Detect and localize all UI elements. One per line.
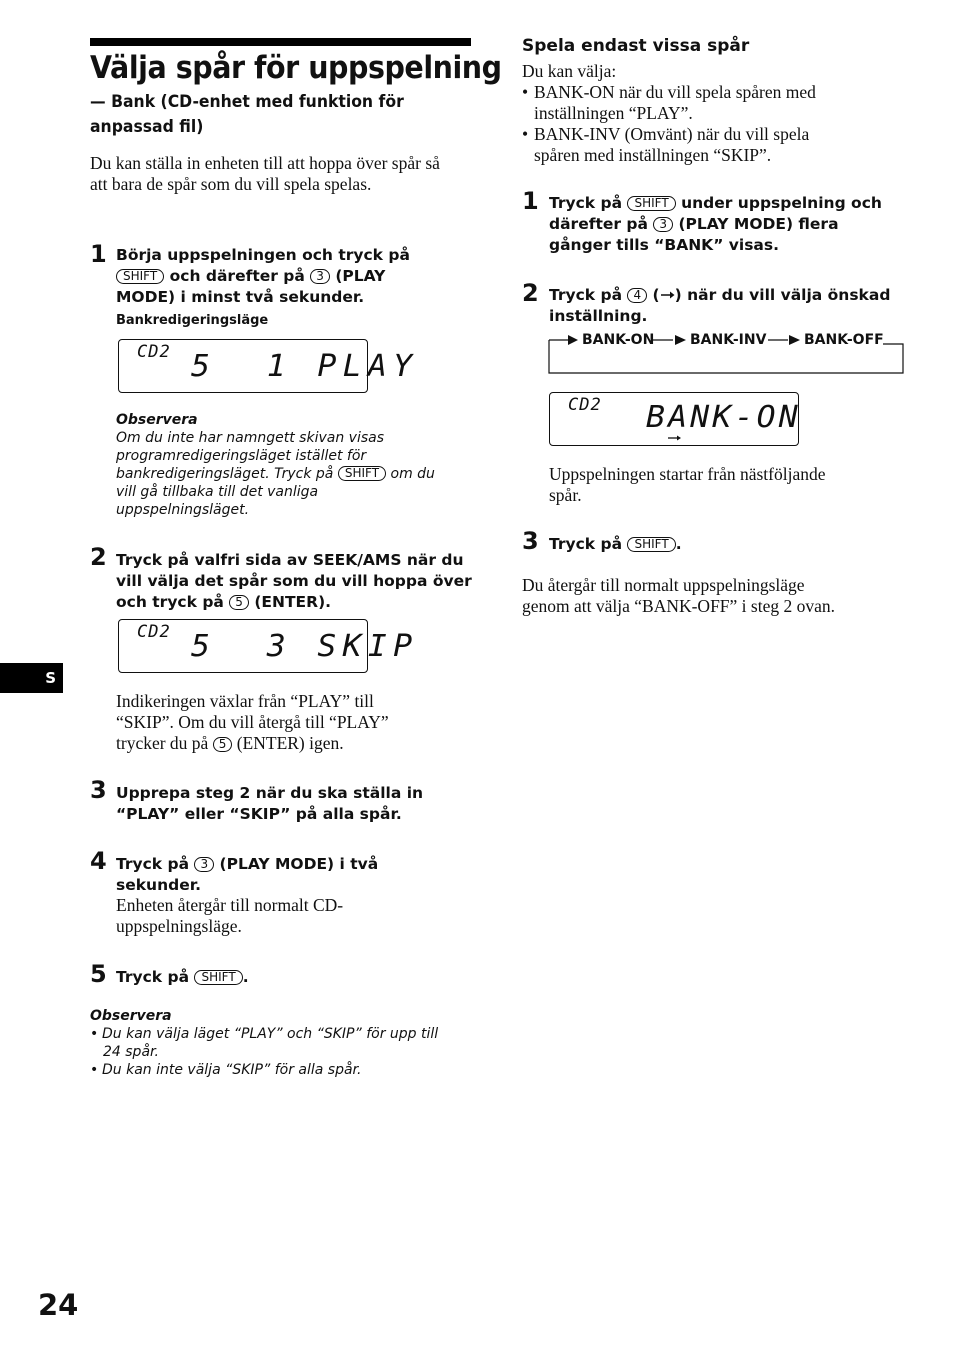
text-a: Tryck på — [549, 286, 623, 304]
step-2-number: 2 — [90, 543, 107, 571]
text-a: Tryck på — [549, 535, 623, 553]
para-line: Du återgår till normalt uppspelningsläge — [522, 575, 805, 595]
right-step-2-instruction — [549, 285, 929, 327]
lcd-disc-indicator: CD2 — [137, 622, 171, 642]
step-4-line-1 — [116, 854, 476, 875]
right-step-3-instruction — [549, 534, 682, 555]
step-1-instruction — [116, 245, 476, 308]
paren: ( — [652, 286, 660, 304]
para-line: spår. — [549, 485, 582, 505]
step-2-instruction — [116, 550, 486, 613]
arrow-icon — [789, 335, 800, 345]
step-3-line-2: “PLAY” eller “SKIP” på alla spår. — [116, 805, 402, 823]
step-4-explanation — [116, 895, 476, 937]
right-step-3-number: 3 — [522, 527, 539, 555]
option-bullet-2 — [522, 124, 902, 145]
note-line: Om du inte har namngett skivan visas — [116, 430, 385, 446]
step-5-period: . — [242, 968, 249, 986]
note-bullet-2 — [90, 1061, 480, 1079]
page-title: Välja spår för uppspelning — [90, 50, 502, 86]
key-5: 5 — [229, 595, 249, 610]
step-5-text: Tryck på — [116, 968, 190, 986]
text-c: ) när du vill välja önskad — [674, 286, 891, 304]
intro-paragraph: Du kan ställa in enheten till att hoppa över spår så att bara de spår som du vill spela spelas. — [90, 153, 440, 194]
key-4: 4 — [627, 288, 647, 303]
step-3-number: 3 — [90, 776, 107, 804]
lcd-arrow-icon — [668, 435, 682, 441]
shift-key: SHIFT — [338, 466, 386, 481]
intro-line: Du kan välja: — [522, 61, 617, 81]
option-text-cont: inställningen “PLAY”. — [534, 103, 693, 123]
option-text-cont: spåren med inställningen “SKIP”. — [534, 145, 772, 165]
shift-key: SHIFT — [194, 970, 242, 985]
step-3-instruction — [116, 783, 476, 825]
note-line: programredigeringsläget istället för — [116, 448, 367, 464]
flow-item-bank-on: BANK-ON — [582, 332, 655, 348]
para-line: Indikeringen växlar från “PLAY” till — [116, 691, 374, 711]
para-line: “SKIP”. Om du vill återgå till “PLAY” — [116, 712, 389, 732]
option-bullet-1 — [522, 82, 902, 103]
language-tab-label: S — [45, 669, 56, 687]
step-2-line-2: vill välja det spår som du vill hoppa över — [116, 572, 472, 590]
note-title: Observera — [116, 412, 198, 428]
step-1-number: 1 — [90, 240, 107, 268]
key-3: 3 — [194, 857, 214, 872]
language-tab — [0, 663, 63, 693]
flow-item-bank-off: BANK-OFF — [804, 332, 884, 348]
right-step-2-explanation — [549, 464, 909, 506]
note-line: vill gå tillbaka till det vanliga — [116, 484, 319, 500]
page-number: 24 — [38, 1288, 79, 1322]
note-line: uppspelningsläget. — [116, 502, 250, 518]
page-subtitle: — Bank (CD-enhet med funktion för anpassad fil) — [90, 92, 404, 137]
step-3-line-1: Upprepa steg 2 när du ska ställa in — [116, 784, 424, 802]
title-rule — [90, 38, 471, 46]
note-bullet-text: Du kan välja läget “PLAY” och “SKIP” för upp till — [102, 1026, 439, 1042]
step-2-text-a: och tryck på — [116, 593, 224, 611]
flow-item-bank-inv: BANK-INV — [690, 332, 767, 348]
step-5-instruction — [116, 967, 249, 988]
step-1-text-b: (PLAY — [335, 267, 386, 285]
text-b: under uppspelning och — [681, 194, 882, 212]
line: inställning. — [549, 307, 648, 325]
para-line: uppspelningsläge. — [116, 916, 242, 936]
bullet: • — [90, 1062, 99, 1078]
step-2-explanation — [116, 691, 476, 754]
right-step-2-number: 2 — [522, 279, 539, 307]
step-2-text-b: (ENTER). — [254, 593, 332, 611]
lcd-display-step1 — [118, 339, 419, 393]
right-arrow-icon — [660, 290, 675, 300]
step-1-line-1: Börja uppspelningen och tryck på — [116, 246, 410, 264]
period: . — [675, 535, 682, 553]
lcd-main-text: 5 3 SKIP — [191, 629, 419, 664]
text-a: därefter på — [549, 215, 648, 233]
right-step-1-instruction — [549, 193, 929, 256]
note-bullet-text: Du kan inte välja “SKIP” för alla spår. — [102, 1062, 362, 1078]
lcd-display-step2 — [118, 619, 419, 673]
step-4-line-2: sekunder. — [116, 876, 202, 894]
note-2 — [90, 1007, 480, 1079]
note-line — [116, 465, 476, 483]
step-1-text: och därefter på — [169, 267, 305, 285]
display-caption: Bankredigeringsläge — [116, 313, 269, 328]
step-2-line-3 — [116, 592, 486, 613]
lcd-disc-indicator: CD2 — [137, 342, 171, 362]
note-text-b: om du — [390, 466, 435, 482]
right-step-1-number: 1 — [522, 187, 539, 215]
arrow-icon — [675, 335, 686, 345]
step-4-text-a: Tryck på — [116, 855, 190, 873]
para-line: Enheten återgår till normalt CD- — [116, 895, 344, 915]
option-text: BANK-ON när du vill spela spåren med — [534, 82, 816, 102]
text-a: Tryck på — [549, 194, 623, 212]
step-4-instruction — [116, 854, 476, 896]
line: gånger tills “BANK” visas. — [549, 236, 779, 254]
bullet: • — [522, 124, 529, 144]
shift-key: SHIFT — [627, 537, 675, 552]
arrow-icon — [568, 335, 578, 345]
lcd-main-text: 5 1 PLAY — [191, 349, 419, 384]
note-1 — [116, 411, 476, 519]
shift-key: SHIFT — [627, 196, 675, 211]
para-text-b: (ENTER) igen. — [236, 733, 344, 753]
text-b: (PLAY MODE) flera — [678, 215, 839, 233]
lcd-display-bank — [549, 392, 799, 446]
note-text-a: bankredigeringsläget. Tryck på — [116, 466, 334, 482]
key-3: 3 — [310, 269, 330, 284]
section-heading: Spela endast vissa spår — [522, 36, 750, 56]
option-text: BANK-INV (Omvänt) när du vill spela — [534, 124, 810, 144]
step-1-line-2 — [116, 266, 476, 287]
note-title: Observera — [90, 1008, 172, 1024]
line — [549, 285, 929, 306]
step-2-line-1: Tryck på valfri sida av SEEK/AMS när du — [116, 551, 464, 569]
para-text-a: trycker du på — [116, 733, 209, 753]
right-intro — [522, 61, 902, 166]
step-4-number: 4 — [90, 847, 107, 875]
lcd-main-text: BANK-ON — [646, 400, 801, 435]
bullet: • — [522, 82, 529, 102]
note-bullet-1 — [90, 1025, 480, 1043]
para-line: Uppspelningen startar från nästföljande — [549, 464, 826, 484]
lcd-disc-indicator: CD2 — [568, 395, 602, 415]
para-line: genom att välja “BANK-OFF” i steg 2 ovan. — [522, 596, 836, 616]
step-4-text-b: (PLAY MODE) i två — [219, 855, 379, 873]
line — [549, 193, 929, 214]
key-5: 5 — [213, 737, 233, 752]
line — [549, 214, 929, 235]
key-3: 3 — [653, 217, 673, 232]
step-5-number: 5 — [90, 960, 107, 988]
bullet: • — [90, 1026, 99, 1042]
para-line — [116, 733, 476, 754]
right-outro — [522, 575, 902, 617]
note-bullet-cont: 24 spår. — [103, 1044, 159, 1060]
shift-key: SHIFT — [116, 269, 164, 284]
step-1-line-3: MODE) i minst två sekunder. — [116, 288, 365, 306]
